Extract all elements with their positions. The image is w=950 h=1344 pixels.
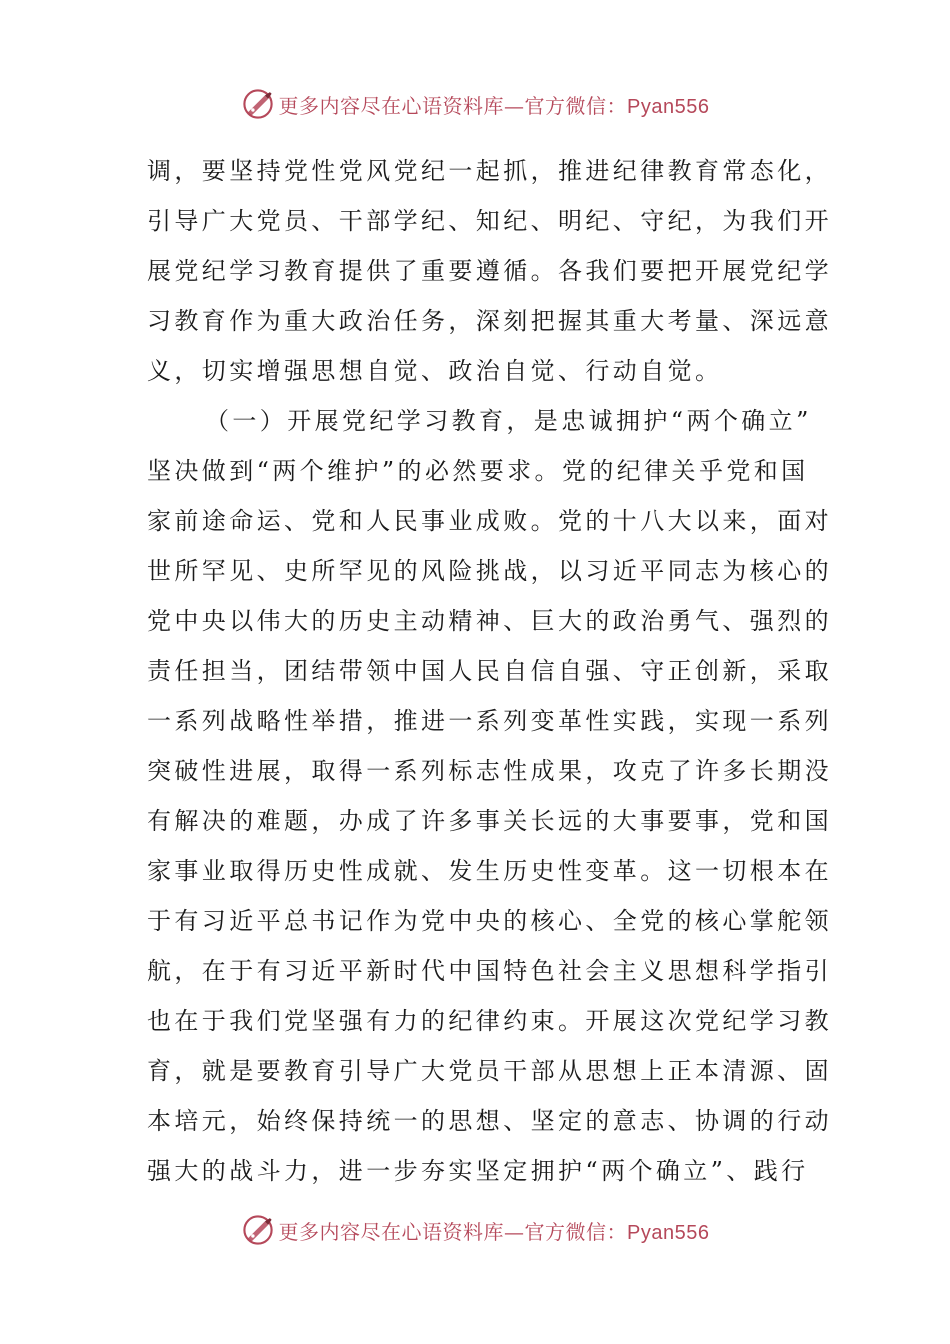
body-line: 坚决做到“两个维护”的必然要求。党的纪律关乎党和国: [147, 457, 809, 485]
body-line: 展党纪学习教育提供了重要遵循。各我们要把开展党纪学: [147, 257, 832, 285]
body-line: 家前途命运、党和人民事业成败。党的十八大以来，面对: [147, 507, 832, 535]
body-line: 突破性进展，取得一系列标志性成果，攻克了许多长期没: [147, 757, 832, 785]
body-line: 航，在于有习近平新时代中国特色社会主义思想科学指引: [147, 957, 832, 985]
watermark-text: [279, 1216, 710, 1245]
body-line: 于有习近平总书记作为党中央的核心、全党的核心掌舵领: [147, 907, 832, 935]
body-line: 也在于我们党坚强有力的纪律约束。开展这次党纪学习教: [147, 1007, 832, 1035]
paragraph-first-line: （一）开展党纪学习教育，是忠诚拥护“两个确立”: [205, 407, 812, 435]
body-line: 一系列战略性举措，推进一系列变革性实践，实现一系列: [147, 707, 832, 735]
pen-nib-logo-icon: [241, 1213, 275, 1247]
body-line: 党中央以伟大的历史主动精神、巨大的政治勇气、强烈的: [147, 607, 832, 635]
body-line: 强大的战斗力，进一步夯实坚定拥护“两个确立”、践行: [147, 1157, 809, 1185]
watermark-text-cn: 更多内容尽在心语资料库—官方微信：: [278, 93, 628, 118]
body-line: 调，要坚持党性党风党纪一起抓，推进纪律教育常态化，: [147, 157, 832, 185]
body-line: 育，就是要教育引导广大党员干部从思想上正本清源、固: [147, 1057, 832, 1085]
body-line: 引导广大党员、干部学纪、知纪、明纪、守纪，为我们开: [147, 207, 832, 235]
body-line: 有解决的难题，办成了许多事关长远的大事要事，党和国: [147, 807, 832, 835]
document-body: [147, 146, 832, 1196]
watermark-wechat-id: Pyan556: [627, 1221, 710, 1244]
body-line: 本培元，始终保持统一的思想、坚定的意志、协调的行动: [147, 1107, 832, 1135]
watermark-text-cn: 更多内容尽在心语资料库—官方微信：: [278, 1219, 628, 1244]
watermark-text: [279, 90, 710, 119]
body-line: 家事业取得历史性成就、发生历史性变革。这一切根本在: [147, 857, 832, 885]
pen-nib-logo-icon: [241, 87, 275, 121]
header-watermark-banner: [0, 84, 950, 124]
watermark-wechat-id: Pyan556: [627, 95, 710, 118]
body-line: 责任担当，团结带领中国人民自信自强、守正创新，采取: [147, 657, 832, 685]
footer-watermark-banner: [0, 1210, 950, 1250]
body-line: 世所罕见、史所罕见的风险挑战，以习近平同志为核心的: [147, 557, 832, 585]
body-line: 习教育作为重大政治任务，深刻把握其重大考量、深远意: [147, 307, 832, 335]
body-line: 义，切实增强思想自觉、政治自觉、行动自觉。: [147, 357, 723, 385]
